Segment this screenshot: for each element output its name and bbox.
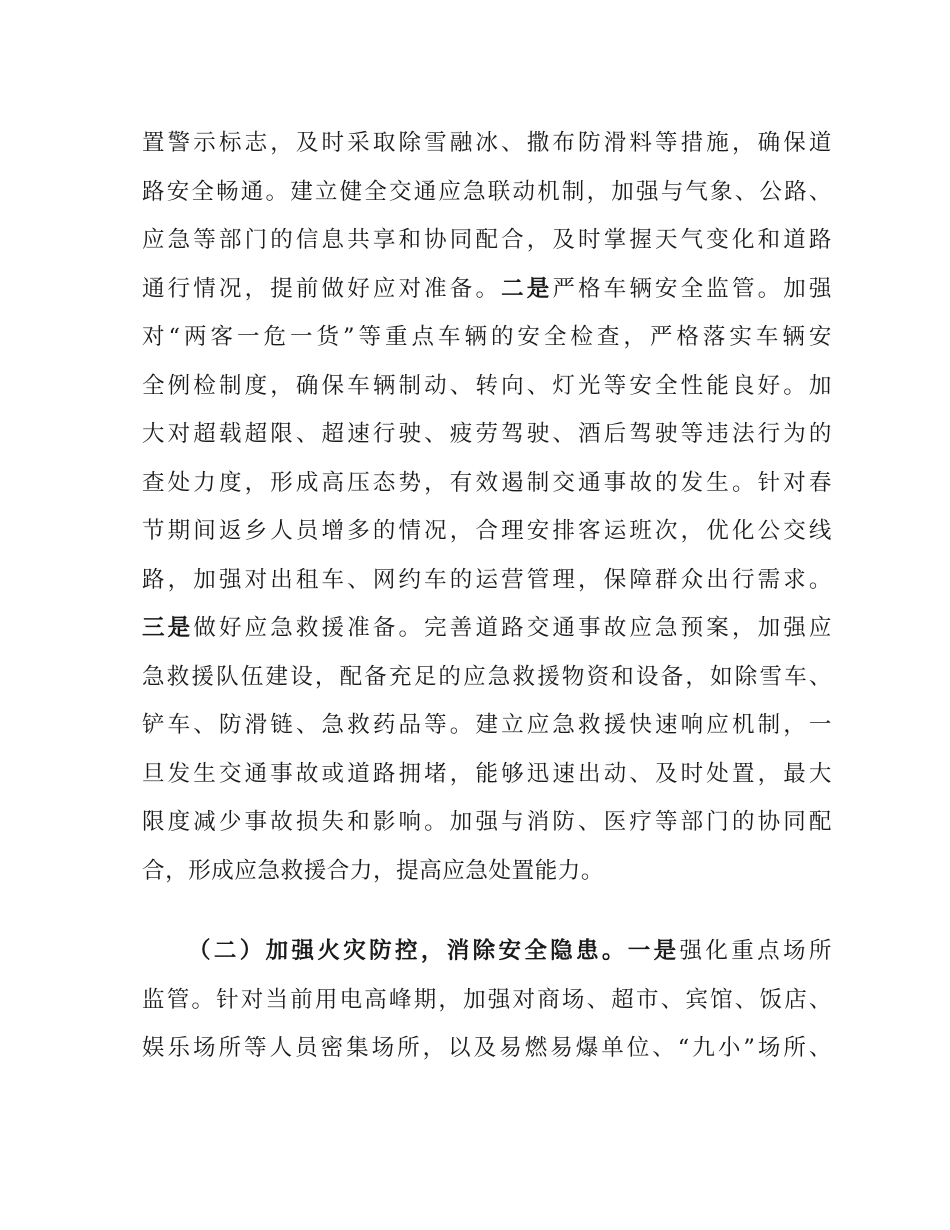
text-line: 路安全畅通。建立健全交通应急联动机制，加强与气象、公路、	[142, 178, 832, 205]
text-segment: 强化重点场所	[679, 938, 832, 964]
text-line: 急救援队伍建设，配备充足的应急救援物资和设备，如除雪车、	[142, 663, 832, 690]
text-line	[142, 604, 832, 653]
paragraph-road-safety	[142, 119, 832, 895]
text-line: 应急等部门的信息共享和协同配合，及时掌握天气变化和道路	[142, 227, 832, 253]
text-line	[142, 265, 832, 314]
text-line: 铲车、防滑链、急救药品等。建立应急救援快速响应机制，一	[142, 712, 832, 738]
text-segment: 严格车辆安全监管。加强	[552, 275, 832, 302]
text-line: 娱乐场所等人员密集场所，以及易燃易爆单位、“九小”场所、	[142, 1035, 832, 1061]
paragraph-fire-prevention	[142, 927, 832, 1073]
text-segment: 做好应急救援准备。完善道路交通事故应急预案，加强应	[193, 615, 832, 641]
text-line: 大对超载超限、超速行驶、疲劳驾驶、酒后驾驶等违法行为的	[142, 421, 832, 447]
text-line: 置警示标志，及时采取除雪融冰、撒布防滑料等措施，确保道	[142, 130, 832, 156]
text-line: 查处力度，形成高压态势，有效遏制交通事故的发生。针对春	[142, 469, 832, 496]
text-segment: 通行情况，提前做好应对准备。	[142, 275, 502, 302]
text-line: 全例检制度，确保车辆制动、转向、灯光等安全性能良好。加	[142, 372, 832, 399]
text-line: 合，形成应急救援合力，提高应急处置能力。	[142, 857, 605, 884]
section-heading: （二）加强火灾防控，消除安全隐患。	[188, 938, 628, 964]
text-line: 对“两客一危一货”等重点车辆的安全检查，严格落实车辆安	[142, 324, 832, 350]
text-line: 监管。针对当前用电高峰期，加强对商场、超市、宾馆、饭店、	[142, 986, 832, 1013]
point-marker-three: 三是	[142, 615, 194, 641]
text-line: 节期间返乡人员增多的情况，合理安排客运班次，优化公交线	[142, 518, 832, 544]
point-marker-one: 一是	[627, 938, 680, 964]
text-line: 限度减少事故损失和影响。加强与消防、医疗等部门的协同配	[142, 809, 832, 835]
text-line: 旦发生交通事故或道路拥堵，能够迅速出动、及时处置，最大	[142, 760, 832, 787]
point-marker-two: 二是	[501, 275, 553, 302]
text-line	[142, 927, 832, 976]
text-line: 路，加强对出租车、网约车的运营管理，保障群众出行需求。	[142, 566, 832, 593]
